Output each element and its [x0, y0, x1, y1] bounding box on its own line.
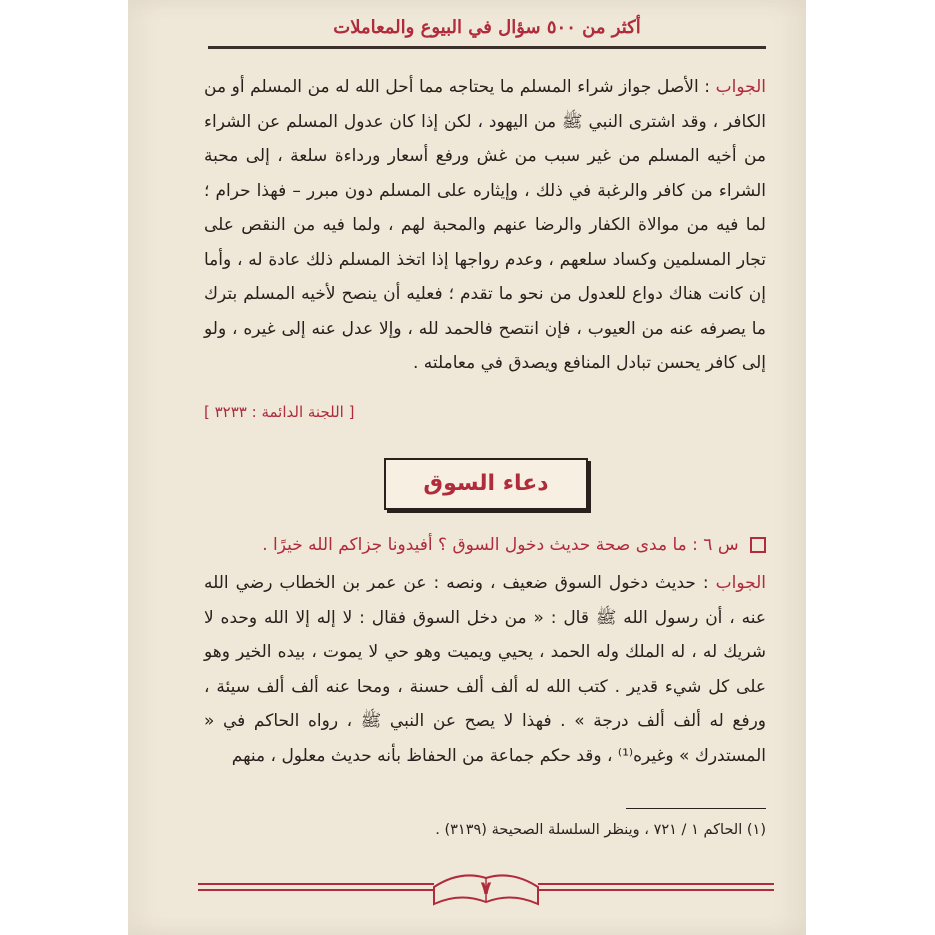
footnote [204, 816, 766, 844]
footnote-marker: (١) [746, 822, 766, 838]
section-title: دعاء السوق [384, 458, 588, 510]
header-rule [208, 46, 766, 49]
running-header: أكثر من ٥٠٠ سؤال في البيوع والمعاملات [333, 17, 641, 38]
page-number: ٧ [480, 878, 492, 899]
answer-text: : حديث دخول السوق ضعيف ، ونصه : عن عمر بن الخطاب رضي الله عنه ، أن رسول الله ﷺ قال : « من دخل السوق فقال : لا إله إلا الله وحده لا شريك له ، له الملك وله الحمد ، يحيي ويميت وهو حي لا يموت ، بيده الخير وهو على كل شيء قدير . كتب الله له ألف ألف حسنة ، ومحا عنه ألف ألف سيئة ، ورفع له ألف ألف درجة » . فهذا لا يصح عن النبي ﷺ ، رواه الحاكم في « المستدرك » وغيره⁽¹⁾ ، وقد حكم جماعة من الحفاظ بأنه حديث معلول ، منهم [204, 573, 766, 766]
question-text: س ٦ : ما مدى صحة حديث دخول السوق ؟ أفيدونا جزاكم الله خيرًا . [262, 535, 739, 555]
answer-paragraph-1 [204, 70, 766, 381]
footnote-rule [626, 808, 766, 809]
book-page [128, 0, 806, 935]
question-square-icon [750, 537, 766, 553]
source-reference: [ اللجنة الدائمة : ٣٢٣٣ ] [204, 403, 355, 421]
footnote-text: الحاكم ١ / ٧٢١ ، وينظر السلسلة الصحيحة (٣١٣٩) . [435, 822, 743, 838]
answer-label: الجواب [715, 573, 766, 593]
answer-label: الجواب [715, 77, 766, 97]
page-footer [198, 864, 774, 914]
question-line [204, 528, 766, 562]
answer-paragraph-2 [204, 566, 766, 773]
answer-text: : الأصل جواز شراء المسلم ما يحتاجه مما أحل الله له من المسلم أو من الكافر ، وقد اشترى النبي ﷺ من اليهود ، لكن إذا كان عدول المسلم عن الشراء من أخيه المسلم من غير سبب من غش ورفع أسعار ورداءة سلعة ، إلى محبة الشراء من كافر والرغبة في ذلك ، وإيثاره على المسلم دون مبرر – فهذا حرام ؛ لما فيه من موالاة الكفار والرضا عنهم والمحبة لهم ، ولما فيه من النقص على تجار المسلمين وكساد سلعهم ، وعدم رواجها إذا اتخذ المسلم ذلك عادة له ، وأما إن كانت هناك دواع للعدول من نحو ما تقدم ؛ فعليه أن ينصح لأخيه المسلم بترك ما يصرفه عنه من العيوب ، فإن انتصح فالحمد لله ، وإلا عدل عنه إلى غيره ، ولو إلى كافر يحسن تبادل المنافع ويصدق في معاملته . [204, 77, 766, 373]
